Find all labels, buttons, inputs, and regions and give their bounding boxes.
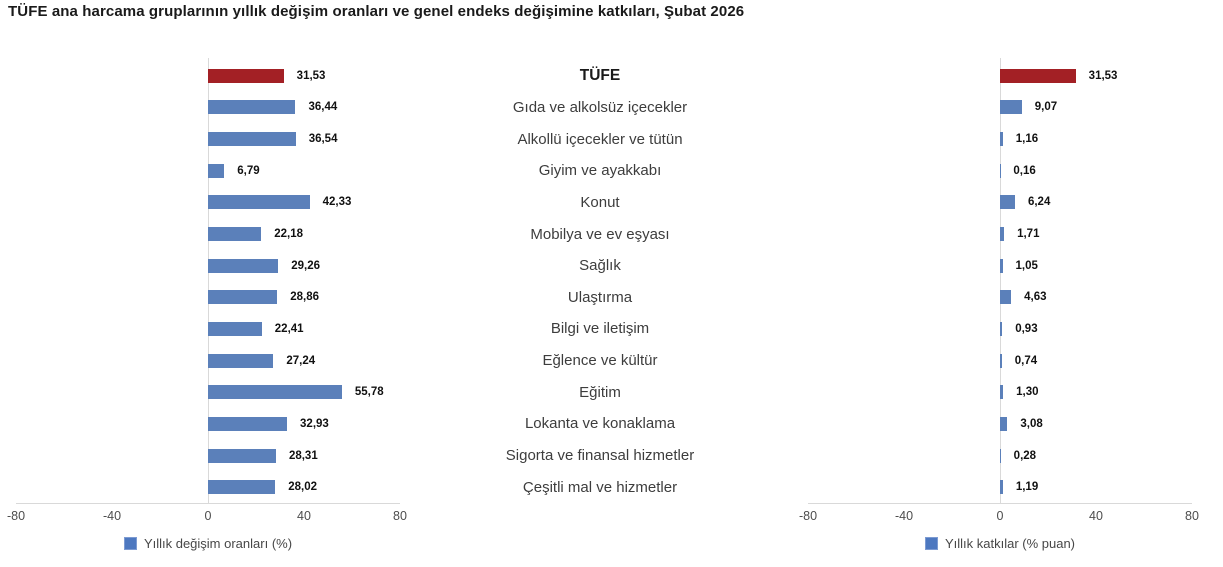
bar-row <box>16 218 400 250</box>
bar-value-label: 28,86 <box>290 291 320 304</box>
bar-value-label: 22,41 <box>274 322 304 335</box>
category-bar <box>208 449 276 463</box>
bar-value-label: 28,02 <box>288 481 318 494</box>
bar-row <box>16 376 400 408</box>
bar-row <box>16 250 400 282</box>
category-bar <box>1000 227 1004 241</box>
bar-row <box>16 408 400 440</box>
category-bar <box>208 322 262 336</box>
bar-row <box>808 92 1192 124</box>
x-axis-rates <box>6 509 407 524</box>
category-bar <box>1000 385 1003 399</box>
bar-value-label: 31,53 <box>296 69 326 82</box>
category-bar <box>1000 417 1007 431</box>
bar-value-label: 0,74 <box>1014 354 1038 367</box>
legend-rates-label: Yıllık değişim oranları (%) <box>143 535 293 551</box>
axis-tick-label: 80 <box>1185 509 1199 523</box>
axis-tick-label: -40 <box>894 509 914 523</box>
category-label: Giyim ve ayakkabı <box>538 162 662 180</box>
category-bar <box>1000 290 1011 304</box>
category-label: Ulaştırma <box>567 288 633 306</box>
category-label: Konut <box>580 193 620 211</box>
tufe-bar <box>208 69 284 83</box>
legend-contributions-label: Yıllık katkılar (% puan) <box>944 535 1076 551</box>
category-label: Eğitim <box>579 383 621 401</box>
bar-value-label: 29,26 <box>291 259 320 272</box>
bar-value-label: 32,93 <box>300 417 329 430</box>
category-bar <box>1000 164 1001 178</box>
bar-row <box>16 440 400 472</box>
category-bar <box>1000 322 1002 336</box>
category-bar <box>208 164 224 178</box>
category-label: Bilgi ve iletişim <box>550 320 650 338</box>
category-label: Çeşitli mal ve hizmetler <box>522 478 678 496</box>
bar-value-label: 31,53 <box>1088 69 1118 82</box>
bar-row <box>808 187 1192 219</box>
bar-value-label: 4,63 <box>1024 291 1047 304</box>
category-bar <box>208 259 278 273</box>
bar-row <box>808 250 1192 282</box>
bar-row <box>808 408 1192 440</box>
bar-value-label: 28,31 <box>288 449 318 462</box>
bar-row <box>808 123 1192 155</box>
category-label: Alkollü içecekler ve tütün <box>517 130 683 148</box>
category-bar <box>208 132 296 146</box>
bar-row <box>16 60 400 92</box>
bar-value-label: 1,71 <box>1017 228 1040 241</box>
legend-swatch-icon <box>124 537 137 550</box>
category-bar <box>208 480 275 494</box>
axis-tick-label: 0 <box>204 509 212 523</box>
category-bar <box>1000 259 1003 273</box>
category-label-tufe: TÜFE <box>579 66 621 84</box>
legend-contributions <box>808 535 1192 551</box>
category-bar <box>208 227 261 241</box>
bar-value-label: 0,93 <box>1015 322 1038 335</box>
bar-value-label: 1,30 <box>1016 386 1039 399</box>
category-label: Eğlence ve kültür <box>542 352 658 370</box>
bar-value-label: 55,78 <box>354 386 384 399</box>
tufe-bar <box>1000 69 1076 83</box>
bar-row <box>16 92 400 124</box>
bar-value-label: 1,16 <box>1015 133 1039 146</box>
bar-row <box>808 218 1192 250</box>
category-bar <box>1000 354 1002 368</box>
category-label: Mobilya ve ev eşyası <box>530 225 670 243</box>
category-bar <box>208 195 310 209</box>
bar-row <box>808 281 1192 313</box>
category-labels <box>420 60 780 503</box>
axis-tick-label: 40 <box>297 509 311 523</box>
category-bar <box>208 290 277 304</box>
category-bar <box>1000 195 1015 209</box>
bar-value-label: 6,24 <box>1027 196 1051 209</box>
category-bar <box>1000 100 1022 114</box>
bar-value-label: 1,05 <box>1015 259 1038 272</box>
axis-tick-label: -40 <box>102 509 122 523</box>
x-axis-contributions <box>798 509 1199 524</box>
bar-row <box>16 155 400 187</box>
contributions-chart <box>808 60 1192 504</box>
bar-row <box>808 155 1192 187</box>
bar-row <box>16 281 400 313</box>
category-label: Sigorta ve finansal hizmetler <box>505 447 695 464</box>
bar-row <box>808 313 1192 345</box>
category-label: Gıda ve alkolsüz içecekler <box>512 98 688 116</box>
axis-tick-label: -80 <box>6 509 26 523</box>
axis-tick-label: 40 <box>1089 509 1103 523</box>
legend-swatch-icon <box>925 537 938 550</box>
bar-value-label: 42,33 <box>322 196 352 209</box>
bar-row <box>808 440 1192 472</box>
chart-title: TÜFE ana harcama gruplarının yıllık değişim oranları ve genel endeks değişimine katkıları, Şubat 2026 <box>8 3 745 20</box>
axis-tick-label: -80 <box>798 509 818 523</box>
legend-rates <box>16 535 400 551</box>
bar-value-label: 0,16 <box>1013 164 1036 177</box>
bar-value-label: 9,07 <box>1034 101 1058 114</box>
axis-tick-label: 0 <box>996 509 1004 523</box>
rates-chart <box>16 60 400 504</box>
bar-value-label: 36,44 <box>308 101 338 114</box>
category-bar <box>208 417 287 431</box>
bar-row <box>16 187 400 219</box>
bar-row <box>16 123 400 155</box>
category-label: Sağlık <box>579 257 621 275</box>
category-bar <box>208 100 295 114</box>
bar-row <box>808 471 1192 503</box>
bar-value-label: 22,18 <box>274 228 303 241</box>
bar-value-label: 36,54 <box>308 133 338 146</box>
bar-row <box>808 376 1192 408</box>
bar-row <box>16 471 400 503</box>
bar-value-label: 0,28 <box>1013 449 1037 462</box>
category-label: Lokanta ve konaklama <box>524 415 676 433</box>
category-bar <box>208 385 342 399</box>
bar-row <box>808 60 1192 92</box>
category-bar <box>1000 480 1003 494</box>
bar-row <box>16 313 400 345</box>
bar-row <box>808 345 1192 377</box>
bar-value-label: 27,24 <box>286 354 316 367</box>
bar-value-label: 1,19 <box>1015 481 1039 494</box>
bar-value-label: 3,08 <box>1020 417 1043 430</box>
category-bar <box>208 354 273 368</box>
axis-tick-label: 80 <box>393 509 407 523</box>
category-bar <box>1000 449 1001 463</box>
bar-value-label: 6,79 <box>237 164 260 177</box>
category-bar <box>1000 132 1003 146</box>
bar-row <box>16 345 400 377</box>
